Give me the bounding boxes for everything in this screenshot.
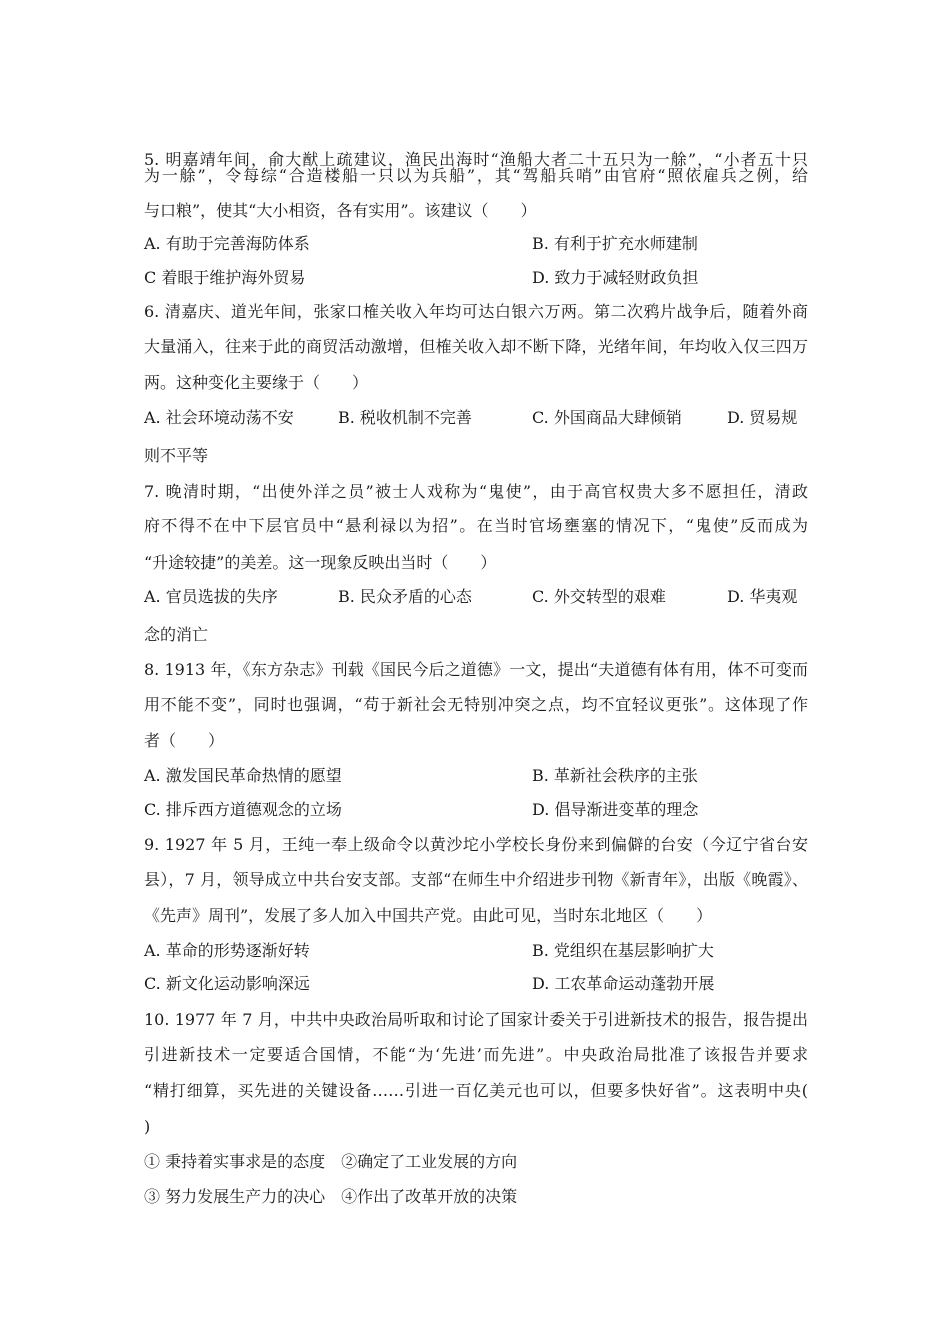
q8-stem-line-1: 8. 1913 年，《东方杂志》刊载《国民今后之道德》一文，提出“夫道德有体有用，体不可变而 <box>144 660 808 679</box>
q9-stem-line-1: 9. 1927 年 5 月，王纯一奉上级命令以黄沙坨小学校长身份来到偏僻的台安（今辽宁省台安 <box>144 835 808 854</box>
q7-option-d-wrap: 念的消亡 <box>144 625 209 644</box>
q7-option-b[interactable]: B. 民众矛盾的心态 <box>338 587 472 606</box>
q5-stem-line-2: 为一艅”，令每综“合造楼船一只以为兵船”，其“驾船兵哨”由官府“照依雇兵之例，给 <box>144 166 808 185</box>
q7-stem-line-2: 府不得不在中下层官员中“悬利禄以为招”。在当时官场壅塞的情况下，“鬼使”反而成为 <box>144 516 808 535</box>
q6-stem-line-3: 两。这种变化主要缘于（ ） <box>144 373 369 392</box>
q5-option-c[interactable]: C 着眼于维护海外贸易 <box>144 268 306 287</box>
q5-option-d[interactable]: D. 致力于减轻财政负担 <box>532 268 699 287</box>
q9-stem-line-3: 《先声》周刊”，发展了多人加入中国共产党。由此可见，当时东北地区（ ） <box>144 906 713 925</box>
q5-stem-line-3: 与口粮”，使其“大小相资，各有实用”。该建议（ ） <box>144 201 537 220</box>
q6-stem-line-2: 大量涌入，往来于此的商贸活动激增，但榷关收入却不断下降，光绪年间，年均收入仅三四万 <box>144 337 808 356</box>
q6-option-c[interactable]: C. 外国商品大肆倾销 <box>532 408 682 427</box>
q7-option-d[interactable]: D. 华夷观 <box>727 587 798 606</box>
q10-statement-1-2: ① 秉持着实事求是的态度 ②确定了工业发展的方向 <box>144 1152 518 1171</box>
q6-option-d[interactable]: D. 贸易规 <box>727 408 798 427</box>
q9-option-a[interactable]: A. 革命的形势逐渐好转 <box>144 941 310 960</box>
q7-stem-line-1: 7. 晚清时期，“出使外洋之员”被士人戏称为“鬼使”，由于高官权贵大多不愿担任，清政 <box>144 482 808 501</box>
q5-stem-line-1: 5. 明嘉靖年间，俞大猷上疏建议，渔民出海时“渔船大者二十五只为一艅”，“小者五十只 <box>144 150 808 169</box>
q8-option-b[interactable]: B. 革新社会秩序的主张 <box>532 766 698 785</box>
q8-option-a[interactable]: A. 激发国民革命热情的愿望 <box>144 766 342 785</box>
q9-option-c[interactable]: C. 新文化运动影响深远 <box>144 974 310 993</box>
q10-stem-line-3: “精打细算，买先进的关键设备……引进一百亿美元也可以，但要多快好省”。这表明中央( <box>144 1081 808 1100</box>
q10-statement-3-4: ③ 努力发展生产力的决心 ④作出了改革开放的决策 <box>144 1187 518 1206</box>
q6-stem-line-1: 6. 清嘉庆、道光年间，张家口榷关收入年均可达白银六万两。第二次鸦片战争后，随着外商 <box>144 302 808 321</box>
q9-option-d[interactable]: D. 工农革命运动蓬勃开展 <box>532 974 715 993</box>
q5-option-b[interactable]: B. 有利于扩充水师建制 <box>532 234 698 253</box>
q7-stem-line-3: “升途较捷”的美差。这一现象反映出当时（ ） <box>144 553 497 572</box>
q9-option-b[interactable]: B. 党组织在基层影响扩大 <box>532 941 714 960</box>
q7-option-a[interactable]: A. 官员选拔的失序 <box>144 587 278 606</box>
q8-stem-line-2: 用不能不变”，同时也强调，“苟于新社会无特别冲突之点，均不宜轻议更张”。这体现了作 <box>144 695 808 714</box>
q10-stem-line-1: 10. 1977 年 7 月，中共中央政治局听取和讨论了国家计委关于引进新技术的报告，报告提出 <box>144 1010 808 1029</box>
q8-stem-line-3: 者（ ） <box>144 731 225 750</box>
q10-stem-line-2: 引进新技术一定要适合国情，不能“为‘先进’而先进”。中央政治局批准了该报告并要求 <box>144 1045 808 1064</box>
q7-option-c[interactable]: C. 外交转型的艰难 <box>532 587 666 606</box>
q6-option-d-wrap: 则不平等 <box>144 446 209 465</box>
q8-option-c[interactable]: C. 排斥西方道德观念的立场 <box>144 800 342 819</box>
q8-option-d[interactable]: D. 倡导渐进变革的理念 <box>532 800 699 819</box>
q6-option-b[interactable]: B. 税收机制不完善 <box>338 408 472 427</box>
q10-stem-line-4: ) <box>144 1117 151 1136</box>
q5-option-a[interactable]: A. 有助于完善海防体系 <box>144 234 310 253</box>
q9-stem-line-2: 县），7 月，领导成立中共台安支部。支部“在师生中介绍进步刊物《新青年》，出版《晚霞》、 <box>144 870 808 889</box>
q6-option-a[interactable]: A. 社会环境动荡不安 <box>144 408 294 427</box>
